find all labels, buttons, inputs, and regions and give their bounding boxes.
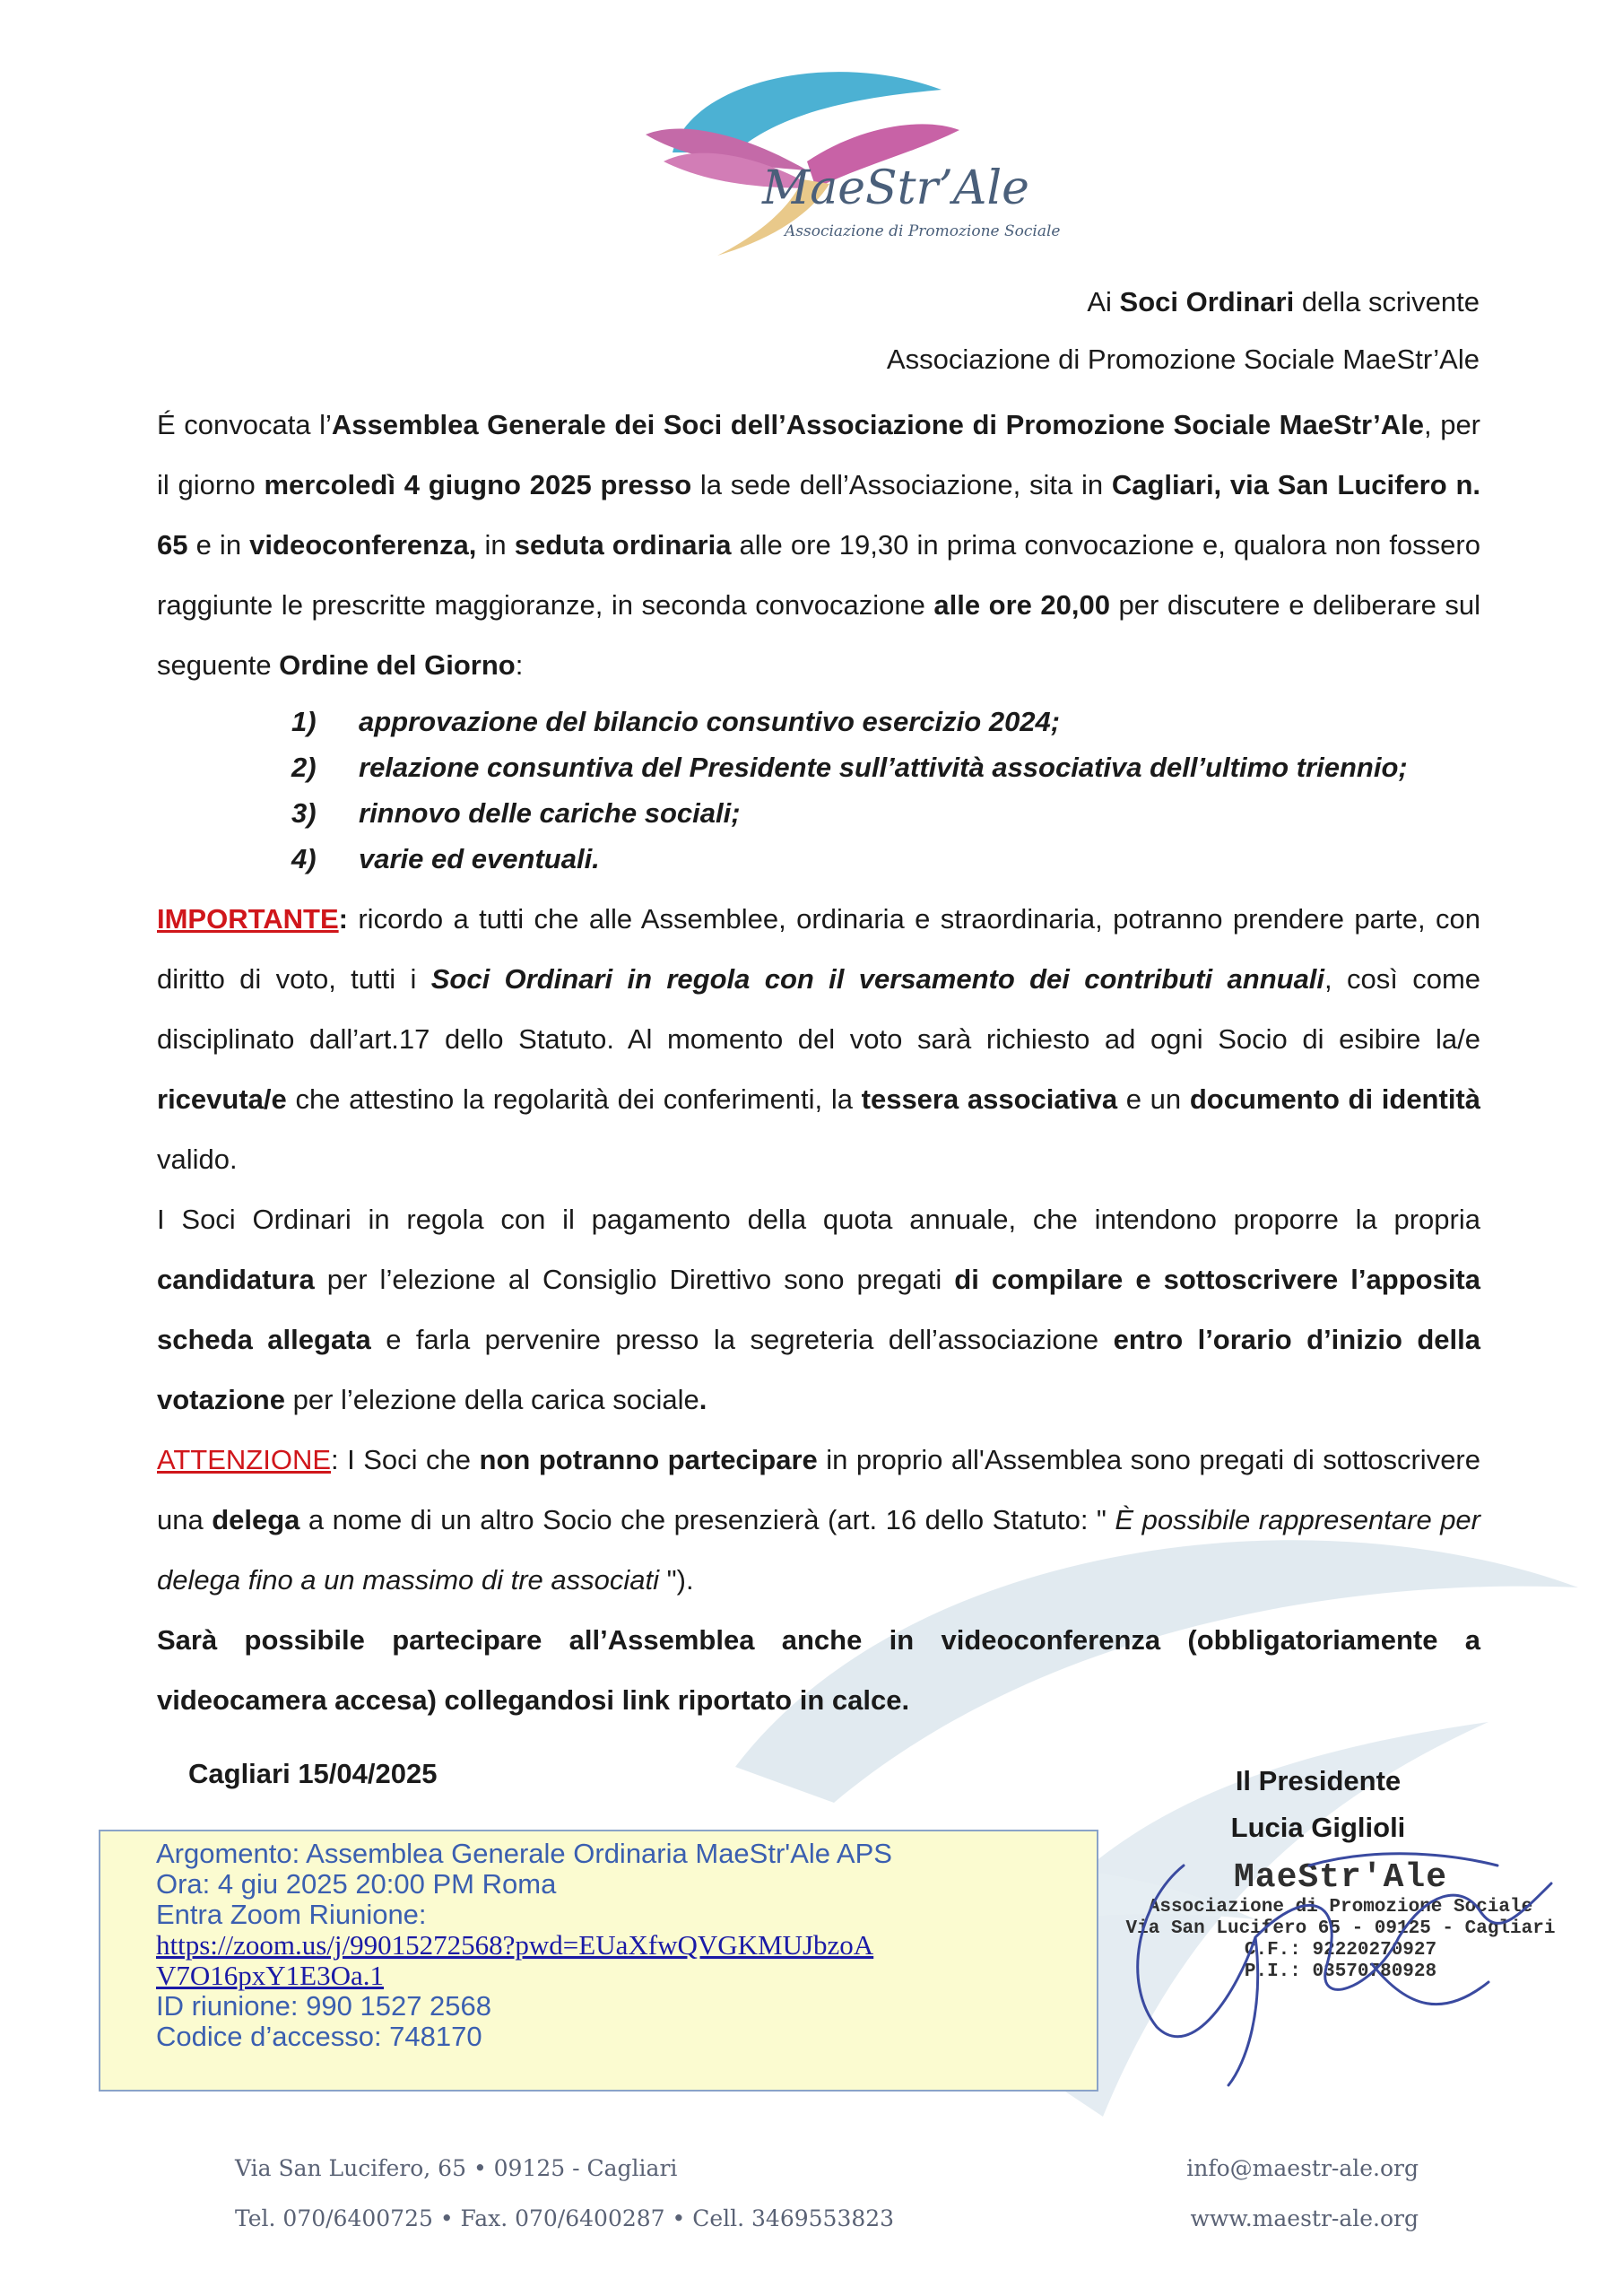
stamp-line: C.F.: 92220270927 xyxy=(1244,1940,1437,1961)
text-run: in xyxy=(476,529,515,561)
text-run: delega xyxy=(212,1504,300,1535)
attention-label: ATTENZIONE xyxy=(157,1444,332,1475)
addressee-suffix: della scrivente xyxy=(1294,286,1480,317)
stamp-title: MaeStr'Ale xyxy=(1233,1858,1448,1897)
important-paragraph xyxy=(157,889,1480,1189)
text-run: alle ore 20,00 xyxy=(933,589,1110,621)
agenda-text: relazione consuntiva del Presidente sull’attività associativa dell’ultimo triennio; xyxy=(359,752,1408,783)
text-run: "). xyxy=(659,1564,694,1596)
text-run: mercoledì 4 giugno 2025 presso xyxy=(264,469,692,500)
text-run: per l’elezione della carica sociale xyxy=(284,1384,699,1415)
text-run: , per il giorno xyxy=(157,409,1481,500)
agenda-text: rinnovo delle cariche sociali; xyxy=(359,797,741,829)
text-run: non potranno partecipare xyxy=(479,1444,818,1475)
agenda-item xyxy=(291,699,1480,744)
text-run: ricordo a tutti che alle Assemblee, ordinaria e straordinaria, potranno prendere parte, con diritto di voto, tutti i xyxy=(157,903,1480,995)
attention-paragraph xyxy=(157,1430,1480,1610)
place-and-date: Cagliari 15/04/2025 xyxy=(188,1758,438,1789)
text-run: . xyxy=(699,1384,707,1415)
agenda-number: 4) xyxy=(291,843,317,874)
logo-name: MaeStr’Ale xyxy=(762,161,1029,215)
text-run: alle ore 19,30 in prima convocazione e, qualora non fossero raggiunte le prescritte maggioranze, in seconda convocazione xyxy=(157,529,1480,621)
text-run: e in xyxy=(187,529,250,561)
agenda-item xyxy=(291,790,1480,836)
text-run: la sede dell’Associazione, sita in xyxy=(691,469,1112,500)
president-role: Il Presidente xyxy=(1235,1765,1402,1796)
footer-web xyxy=(1186,2144,1419,2244)
text-run: È possibile rappresentare per delega fino a un massimo di tre associati xyxy=(157,1504,1480,1596)
logo-subtitle: Associazione di Promozione Sociale xyxy=(785,222,1061,240)
zoom-meeting-box xyxy=(99,1830,1098,2092)
agenda-item xyxy=(291,744,1480,790)
agenda-text: varie ed eventuali. xyxy=(359,843,600,874)
agenda-text: approvazione del bilancio consuntivo esercizio 2024; xyxy=(359,706,1061,737)
text-run: : I Soci che xyxy=(331,1444,480,1475)
important-label: IMPORTANTE xyxy=(157,903,339,935)
zoom-passcode: Codice d’accesso: 748170 xyxy=(156,2021,482,2052)
zoom-meeting-id: ID riunione: 990 1527 2568 xyxy=(156,1990,492,2022)
association-logo xyxy=(628,54,1061,260)
president-name: Lucia Giglioli xyxy=(1230,1812,1406,1843)
text-run: per l’elezione al Consiglio Direttivo sono pregati xyxy=(314,1264,955,1295)
text-run: Sarà possibile partecipare all’Assemblea anche in videoconferenza (obbligatoriamente a videocamera accesa) collegandosi link riportato in calce. xyxy=(157,1624,1480,1716)
text-run: valido. xyxy=(157,1144,238,1175)
text-run: Assemblea Generale dei Soci dell’Associazione di Promozione Sociale MaeStr’Ale xyxy=(331,409,1425,440)
text-run: videoconferenza, xyxy=(249,529,477,561)
text-run: entro l’orario d’inizio della votazione xyxy=(157,1324,1480,1415)
addressee-line-1 xyxy=(887,274,1480,331)
text-run: I Soci Ordinari in regola con il pagamento della quota annuale, che intendono proporre la propria xyxy=(157,1204,1480,1235)
text-run: Soci Ordinari in regola con il versamento dei contributi annuali xyxy=(430,963,1325,995)
text-run: in proprio all'Assemblea sono pregati di sottoscrivere una xyxy=(157,1444,1480,1535)
text-run: documento di identità xyxy=(1189,1083,1480,1115)
zoom-time: Ora: 4 giu 2025 20:00 PM Roma xyxy=(156,1868,557,1900)
zoom-link-continued[interactable]: V7O16pxY1E3Oa.1 xyxy=(156,1960,384,1991)
text-run: tessera associativa xyxy=(861,1083,1118,1115)
videoconference-paragraph xyxy=(157,1610,1480,1730)
addressee-bold: Soci Ordinari xyxy=(1119,286,1295,317)
agenda-list xyxy=(291,699,1480,882)
zoom-join-label: Entra Zoom Riunione: xyxy=(156,1899,427,1930)
convocation-paragraph xyxy=(157,395,1480,695)
signature-graphic xyxy=(1103,1830,1596,2090)
text-run: : xyxy=(515,649,524,681)
letter-body xyxy=(157,395,1480,1730)
footer-address: Via San Lucifero, 65 • 09125 - Cagliari xyxy=(235,2155,678,2181)
footer-contacts xyxy=(235,2144,894,2244)
text-run: seduta ordinaria xyxy=(514,529,732,561)
text-run: Ordine del Giorno xyxy=(279,649,516,681)
text-run: e farla pervenire presso la segreteria dell’associazione xyxy=(370,1324,1114,1355)
text-run: Cagliari, via San Lucifero n. 65 xyxy=(157,469,1480,561)
agenda-item xyxy=(291,836,1480,882)
text-run: É convocata l’ xyxy=(157,409,332,440)
zoom-topic: Argomento: Assemblea Generale Ordinaria MaeStr'Ale APS xyxy=(156,1838,892,1869)
candidacy-paragraph xyxy=(157,1189,1480,1430)
addressee-line-2: Associazione di Promozione Sociale MaeStr’Ale xyxy=(886,344,1480,375)
text-run: ricevuta/e xyxy=(157,1083,287,1115)
footer-website-link[interactable]: www.maestr-ale.org xyxy=(1190,2205,1419,2231)
footer-email-link[interactable]: info@maestr-ale.org xyxy=(1186,2155,1419,2181)
addressee-block xyxy=(887,274,1480,388)
stamp-line: Associazione di Promozione Sociale xyxy=(1148,1897,1533,1918)
stamp-line: P.I.: 03570780928 xyxy=(1244,1961,1437,1982)
text-run: , così come disciplinato dall’art.17 dello Statuto. Al momento del voto sarà richiesto ad ogni Socio di esibire la/e xyxy=(157,963,1481,1055)
text-run: a nome di un altro Socio che presenzierà (art. 16 dello Statuto: " xyxy=(299,1504,1115,1535)
text-run: per discutere e deliberare sul seguente xyxy=(157,589,1481,681)
zoom-link[interactable]: https://zoom.us/j/99015272568?pwd=EUaXfwQVGKMUJbzoA xyxy=(156,1929,874,1961)
text-run: che attestino la regolarità dei conferimenti, la xyxy=(286,1083,862,1115)
agenda-number: 2) xyxy=(291,752,317,783)
footer-phones: Tel. 070/6400725 • Fax. 070/6400287 • Cell. 3469553823 xyxy=(235,2205,895,2231)
text-run: : xyxy=(338,903,348,935)
stamp-line: Via San Lucifero 65 - 09125 - Cagliari xyxy=(1125,1918,1556,1939)
agenda-number: 3) xyxy=(291,797,317,829)
agenda-number: 1) xyxy=(291,706,317,737)
text-run: di compilare e sottoscrivere l’apposita scheda allegata xyxy=(157,1264,1480,1355)
addressee-prefix: Ai xyxy=(1087,286,1120,317)
text-run: candidatura xyxy=(157,1264,315,1295)
text-run: e un xyxy=(1117,1083,1190,1115)
